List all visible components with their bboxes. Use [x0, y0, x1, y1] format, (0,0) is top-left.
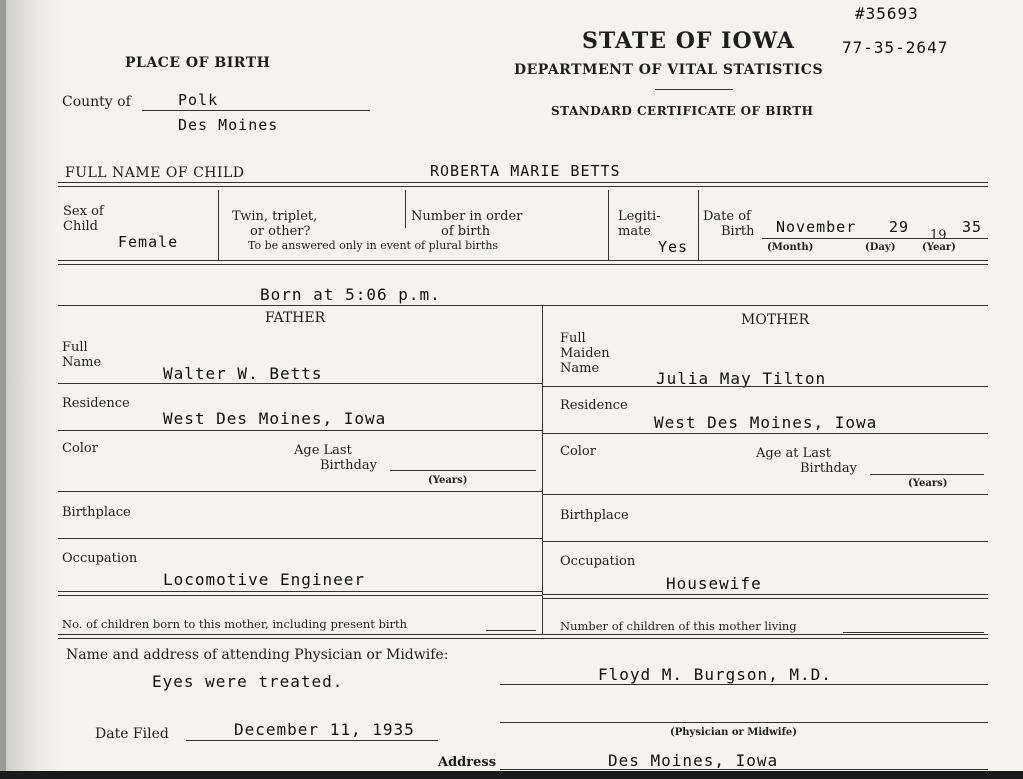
address-label: Address [438, 755, 497, 770]
father-years-caption: (Years) [428, 475, 468, 486]
rule-father-occupation [58, 591, 542, 596]
rule-children [58, 634, 988, 639]
physician-caption-rule [500, 722, 988, 723]
rule-mother-occupation [542, 594, 988, 599]
sex-label: Sex of Child [63, 204, 104, 234]
father-name-label: Full Name [62, 340, 102, 370]
city-value: Des Moines [178, 116, 279, 134]
father-residence-value: West Des Moines, Iowa [163, 409, 387, 428]
twin-label: Twin, triplet, or other? [232, 209, 318, 239]
department-title: DEPARTMENT OF VITAL STATISTICS [514, 62, 824, 78]
physician-caption: (Physician or Midwife) [670, 727, 797, 738]
mother-residence-value: West Des Moines, Iowa [654, 413, 878, 432]
mother-age-label: Age at Last Birthday [756, 446, 857, 476]
address-underline [500, 769, 988, 770]
physician-name-value: Floyd M. Burgson, M.D. [598, 665, 832, 684]
date-filed-underline [186, 740, 438, 741]
header-rule [655, 89, 733, 90]
year-caption: (Year) [922, 242, 956, 253]
father-occupation-label: Occupation [62, 551, 138, 566]
mother-maiden-value: Julia May Tilton [656, 369, 827, 388]
divider-sex [218, 190, 219, 260]
rule-child-details [58, 260, 988, 265]
children-born-label: No. of children born to this mother, including present birth [62, 617, 408, 631]
date-filed-value: December 11, 1935 [234, 720, 415, 739]
father-birthplace-label: Birthplace [62, 505, 131, 520]
month-caption: (Month) [767, 242, 814, 253]
rule-mother-color [542, 494, 988, 495]
mother-residence-label: Residence [560, 398, 628, 413]
legitimate-value: Yes [658, 238, 689, 256]
physician-note: Eyes were treated. [152, 672, 344, 691]
mother-heading: MOTHER [741, 312, 810, 328]
county-label: County of [62, 94, 131, 110]
county-underline [142, 110, 370, 111]
plural-births-note: To be answered only in event of plural births [248, 239, 499, 252]
place-of-birth-heading: PLACE OF BIRTH [125, 55, 271, 71]
dob-label: Date of Birth [703, 209, 755, 239]
certificate-title: STANDARD CERTIFICATE OF BIRTH [551, 104, 814, 118]
state-title: STATE OF IOWA [582, 28, 795, 54]
divider-legit [698, 190, 699, 260]
children-living-label: Number of children of this mother living [560, 619, 797, 633]
legitimate-label: Legiti- mate [618, 209, 661, 239]
mother-occupation-value: Housewife [666, 574, 762, 593]
children-born-underline [486, 630, 536, 631]
divider-order [608, 190, 609, 260]
dob-day: 29 [889, 218, 910, 236]
day-caption: (Day) [865, 242, 896, 253]
dob-century: 19 [930, 228, 947, 243]
child-name-value: ROBERTA MARIE BETTS [430, 162, 621, 180]
rule-mother-name [542, 386, 988, 387]
mother-color-label: Color [560, 444, 596, 459]
children-living-underline [843, 632, 984, 633]
born-at-value: Born at 5:06 p.m. [260, 285, 441, 304]
father-age-underline [390, 470, 536, 471]
mother-age-underline [870, 474, 984, 475]
father-residence-label: Residence [62, 396, 130, 411]
file-number: #35693 [855, 4, 919, 23]
father-age-label: Age Last Birthday [294, 443, 377, 473]
physician-heading: Name and address of attending Physician or Midwife: [66, 647, 449, 663]
physician-name-underline [500, 684, 988, 685]
rule-born-at [58, 305, 988, 306]
mother-birthplace-label: Birthplace [560, 508, 629, 523]
child-name-label: FULL NAME OF CHILD [65, 165, 245, 181]
divider-parents [542, 305, 543, 635]
rule-father-name [58, 383, 542, 384]
county-value: Polk [178, 91, 219, 109]
mother-occupation-label: Occupation [560, 554, 636, 569]
rule-mother-birthplace [542, 541, 988, 542]
mother-maiden-label: Full Maiden Name [560, 331, 610, 376]
father-heading: FATHER [265, 310, 326, 326]
scan-edge-bottom [0, 771, 1023, 779]
father-occupation-value: Locomotive Engineer [163, 570, 366, 589]
rule-child-name [58, 182, 988, 187]
dob-month: November [776, 218, 857, 236]
date-filed-label: Date Filed [95, 726, 169, 742]
father-color-label: Color [62, 441, 98, 456]
divider-twin [405, 190, 406, 228]
rule-father-birthplace [58, 538, 542, 539]
scan-edge-shadow [6, 0, 61, 779]
rule-father-residence [58, 430, 542, 431]
dob-underline [762, 238, 988, 239]
address-value: Des Moines, Iowa [608, 751, 779, 770]
mother-years-caption: (Years) [908, 478, 948, 489]
dob-year: 35 [962, 218, 983, 236]
sex-value: Female [118, 233, 179, 251]
rule-mother-residence [542, 433, 988, 434]
order-label: Number in order of birth [411, 209, 523, 239]
father-name-value: Walter W. Betts [163, 364, 323, 383]
state-number: 77-35-2647 [842, 38, 949, 57]
rule-father-color [58, 491, 542, 492]
